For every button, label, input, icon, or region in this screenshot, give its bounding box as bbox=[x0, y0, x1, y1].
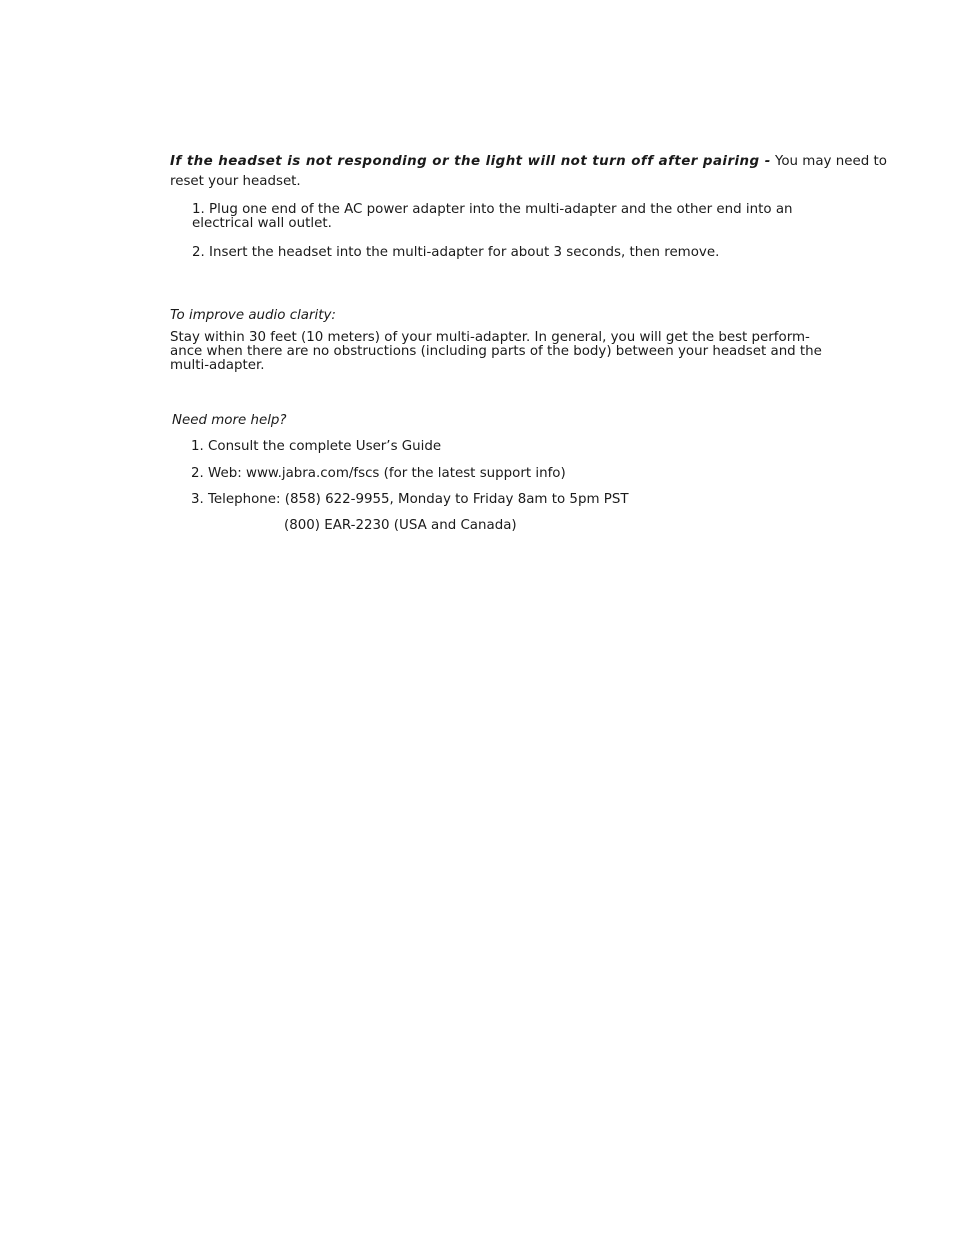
troubleshoot-intro bbox=[170, 154, 887, 169]
step-1-line-2: electrical wall outlet. bbox=[192, 216, 332, 231]
troubleshoot-step-2: 2. Insert the headset into the multi-adapter for about 3 seconds, then remove. bbox=[192, 245, 720, 260]
audio-line-2: ance when there are no obstructions (including parts of the body) between your headset and the bbox=[170, 344, 822, 359]
help-item-web: 2. Web: www.jabra.com/fscs (for the latest support info) bbox=[191, 466, 566, 481]
help-item-telephone: 3. Telephone: (858) 622-9955, Monday to Friday 8am to 5pm PST bbox=[191, 492, 629, 507]
audio-paragraph bbox=[170, 331, 822, 373]
troubleshoot-intro-line2: reset your headset. bbox=[170, 174, 301, 189]
help-heading: Need more help? bbox=[172, 413, 287, 428]
audio-line-1: Stay within 30 feet (10 meters) of your multi-adapter. In general, you will get the best perform- bbox=[170, 330, 810, 345]
step-1-line-1: 1. Plug one end of the AC power adapter into the multi-adapter and the other end into an bbox=[192, 202, 793, 217]
audio-line-3: multi-adapter. bbox=[170, 358, 265, 373]
help-item-guide: 1. Consult the complete User’s Guide bbox=[191, 439, 442, 454]
troubleshoot-intro-tail: You may need to bbox=[774, 154, 887, 169]
troubleshoot-step-1 bbox=[192, 203, 793, 231]
troubleshoot-heading: If the headset is not responding or the light will not turn off after pairing - bbox=[170, 154, 771, 169]
audio-heading: To improve audio clarity: bbox=[170, 308, 336, 323]
help-item-telephone-alt: (800) EAR-2230 (USA and Canada) bbox=[284, 518, 517, 533]
